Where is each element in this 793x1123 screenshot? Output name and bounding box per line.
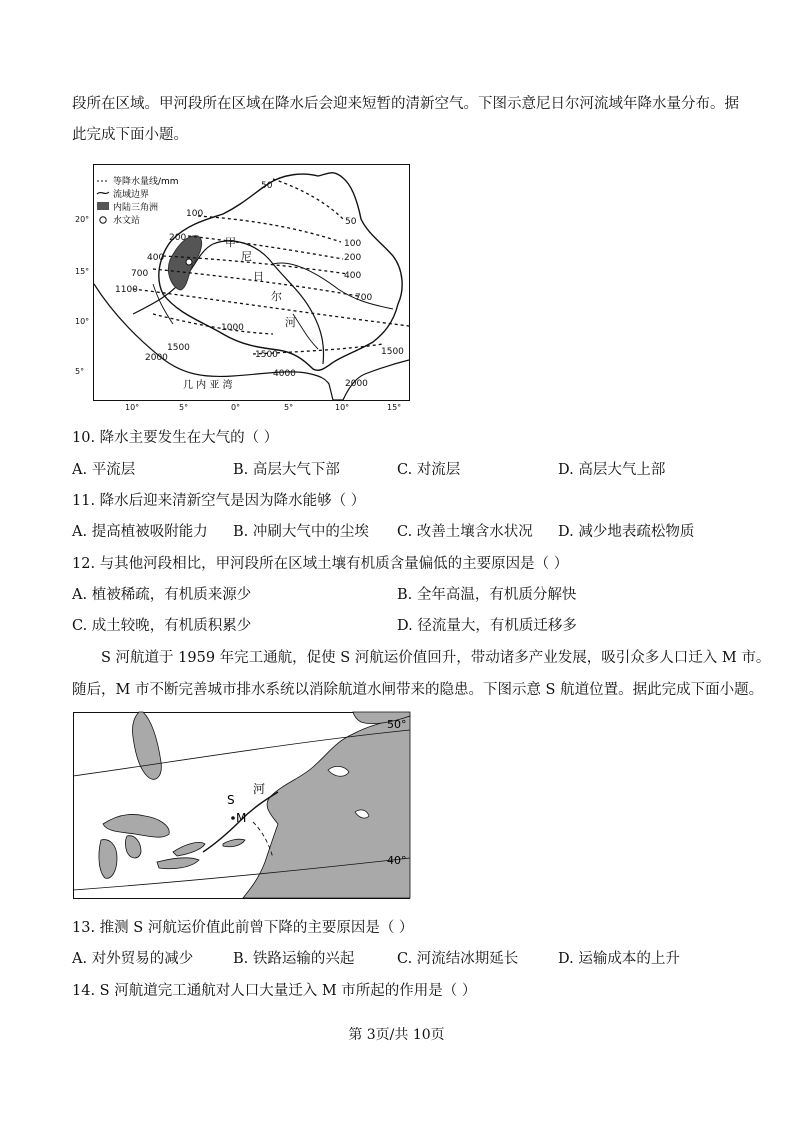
iso-label: 4000: [273, 369, 296, 379]
label-jia: 甲: [225, 236, 236, 249]
iso-label: 200: [344, 253, 362, 263]
q12-option-b[interactable]: B. 全年高温，有机质分解快: [397, 587, 577, 603]
river-char: 尼: [241, 250, 252, 263]
s-label: S: [227, 793, 235, 807]
page-footer: 第 3页/共 10页: [348, 1027, 445, 1043]
intro-line-2: 此完成下面小题。: [72, 127, 188, 143]
niger-precipitation-map: [75, 164, 413, 414]
q12-option-d[interactable]: D. 径流量大，有机质迁移多: [397, 618, 577, 634]
q11-option-b[interactable]: B. 冲刷大气中的尘埃: [233, 524, 369, 540]
q11-option-a[interactable]: A. 提高植被吸附能力: [72, 524, 208, 540]
lat-label: 20°: [75, 215, 90, 224]
legend-boundary: 流域边界: [113, 190, 150, 200]
lat-40-label: 40°: [387, 854, 407, 867]
q13-option-b[interactable]: B. 铁路运输的兴起: [233, 951, 355, 967]
intro2-line-1: S 河航道于 1959 年完工通航，促使 S 河航运价值回升，带动诸多产业发展，吸引众多人口迁入 M 市。: [101, 650, 771, 666]
question-12-stem: 12. 与其他河段相比，甲河段所在区域土壤有机质含量偏低的主要原因是（ ）: [72, 556, 569, 572]
iso-label: 1100: [115, 285, 138, 295]
q13-option-c[interactable]: C. 河流结冰期延长: [397, 951, 519, 967]
iso-label: 200: [169, 233, 187, 243]
iso-label: 50: [261, 181, 273, 191]
q13-option-d[interactable]: D. 运输成本的上升: [558, 951, 680, 967]
m-city-dot: [231, 816, 235, 820]
q11-option-c[interactable]: C. 改善土壤含水状况: [397, 524, 533, 540]
lon-label: 5°: [284, 403, 294, 412]
lon-label: 10°: [125, 403, 140, 412]
iso-label: 2000: [345, 379, 368, 389]
iso-label: 50: [345, 217, 357, 227]
legend-delta: 内陆三角洲: [113, 203, 159, 213]
intro-line-1: 段所在区域。甲河段所在区域在降水后会迎来短暂的清新空气。下图示意尼日尔河流域年降水量分布。据: [72, 96, 739, 112]
iso-label: 2000: [145, 353, 168, 363]
lat-label: 10°: [75, 317, 90, 326]
iso-label: 1500: [167, 343, 190, 353]
iso-label: 100: [186, 209, 204, 219]
iso-label: 700: [131, 269, 149, 279]
iso-label: 1000: [221, 323, 244, 333]
river-char: 尔: [271, 290, 282, 303]
iso-label: 100: [344, 239, 362, 249]
q10-option-c[interactable]: C. 对流层: [397, 462, 461, 478]
q10-option-d[interactable]: D. 高层大气上部: [558, 462, 666, 478]
lon-label: 5°: [179, 403, 189, 412]
river-char-label: 河: [253, 782, 266, 796]
intro2-line-2: 随后，M 市不断完善城市排水系统以消除航道水闸带来的隐患。下图示意 S 航道位置。据此完成下面小题。: [72, 682, 764, 698]
river-char: 日: [253, 270, 264, 283]
gulf-label: 几 内 亚 湾: [183, 380, 233, 391]
iso-label: 1500: [255, 350, 278, 360]
lat-label: 5°: [75, 367, 85, 376]
s-waterway-map: [73, 712, 411, 904]
iso-label: 1500: [381, 347, 404, 357]
river-char: 河: [285, 316, 296, 329]
q10-option-b[interactable]: B. 高层大气下部: [233, 462, 340, 478]
question-11-stem: 11. 降水后迎来清新空气是因为降水能够（ ）: [72, 493, 366, 509]
legend-station: 水文站: [113, 216, 141, 226]
q13-option-a[interactable]: A. 对外贸易的减少: [72, 951, 194, 967]
question-13-stem: 13. 推测 S 河航运价值此前曾下降的主要原因是（ ）: [72, 920, 414, 936]
lat-50-label: 50°: [387, 718, 407, 731]
legend-isohyet: 等降水量线/mm: [113, 177, 179, 187]
iso-label: 700: [355, 293, 373, 303]
q11-option-d[interactable]: D. 减少地表疏松物质: [558, 524, 695, 540]
lat-label: 15°: [75, 267, 90, 276]
iso-label: 400: [344, 271, 362, 281]
q12-option-c[interactable]: C. 成土较晚，有机质积累少: [72, 618, 252, 634]
station-icon: [186, 259, 192, 265]
m-label: M: [236, 811, 247, 825]
question-10-stem: 10. 降水主要发生在大气的（ ）: [72, 430, 279, 446]
q10-option-a[interactable]: A. 平流层: [72, 462, 136, 478]
lon-label: 10°: [335, 403, 350, 412]
iso-label: 400: [147, 253, 165, 263]
lon-label: 15°: [387, 403, 402, 412]
q12-option-a[interactable]: A. 植被稀疏，有机质来源少: [72, 587, 252, 603]
question-14-stem: 14. S 河航道完工通航对人口大量迁入 M 市所起的作用是（ ）: [72, 983, 477, 999]
lon-label: 0°: [231, 403, 241, 412]
